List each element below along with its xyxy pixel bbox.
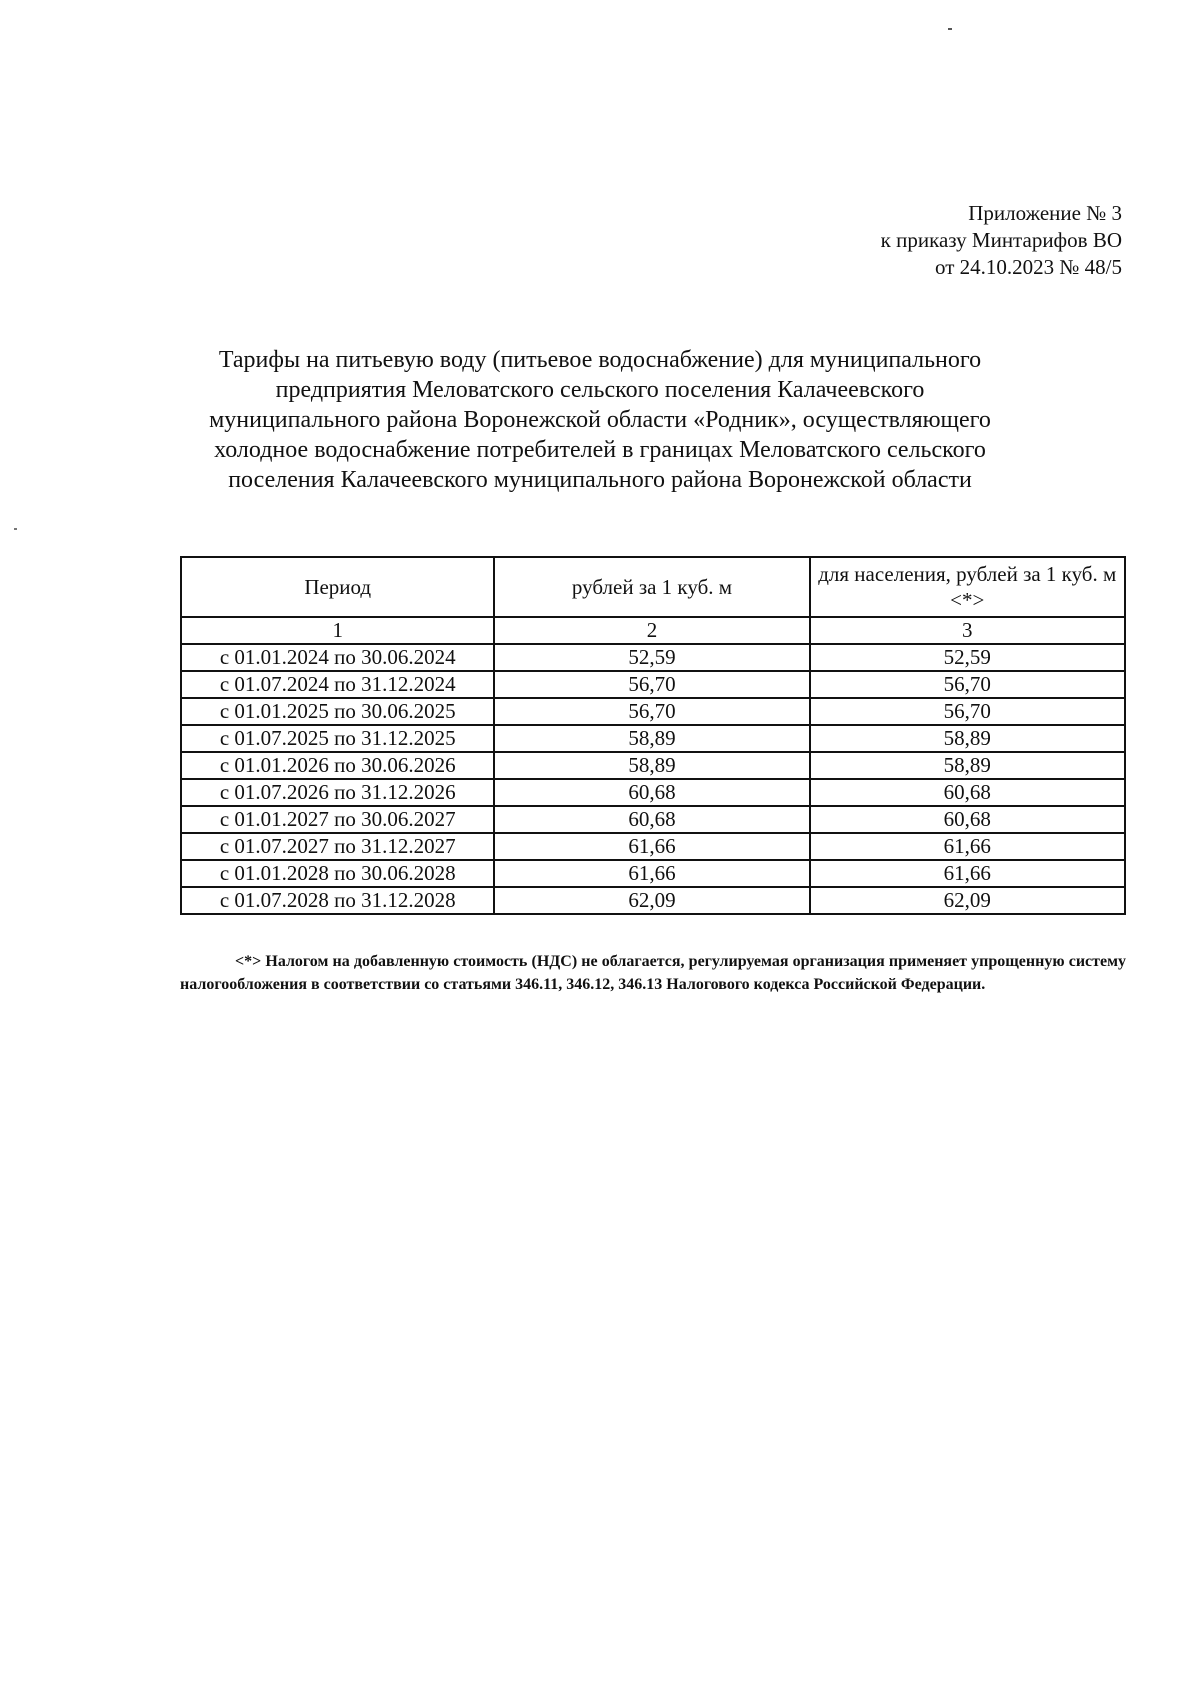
footnote: <*> Налогом на добавленную стоимость (НДС) не облагается, регулируемая организация применяет упрощенную систему налогообложения в соответствии со статьями 346.11, 346.12, 346.13 Налогового кодекса Российской Федерации.	[180, 953, 1126, 993]
rate-cell: 58,89	[494, 752, 809, 779]
header-period: Период	[181, 557, 494, 617]
period-cell: с 01.07.2027 по 31.12.2027	[181, 833, 494, 860]
column-number: 2	[494, 617, 809, 644]
table-row	[181, 752, 1125, 779]
header-rate: рублей за 1 куб. м	[494, 557, 809, 617]
period-cell: с 01.01.2028 по 30.06.2028	[181, 860, 494, 887]
period-cell: с 01.07.2028 по 31.12.2028	[181, 887, 494, 914]
table-row	[181, 671, 1125, 698]
table-row	[181, 860, 1125, 887]
table-row	[181, 644, 1125, 671]
title-line: поселения Калачеевского муниципального района Воронежской области	[228, 467, 972, 493]
table-row	[181, 833, 1125, 860]
appendix-order: к приказу Минтарифов ВО	[880, 228, 1122, 252]
rate-population-cell: 56,70	[810, 671, 1125, 698]
header-rate-population: для населения, рублей за 1 куб. м <*>	[810, 557, 1125, 617]
rate-population-cell: 52,59	[810, 644, 1125, 671]
column-number-row	[181, 617, 1125, 644]
rate-cell: 56,70	[494, 698, 809, 725]
appendix-reference	[622, 200, 1122, 281]
period-cell: с 01.07.2024 по 31.12.2024	[181, 671, 494, 698]
rate-cell: 61,66	[494, 860, 809, 887]
rate-cell: 52,59	[494, 644, 809, 671]
period-cell: с 01.07.2025 по 31.12.2025	[181, 725, 494, 752]
scan-speck	[14, 528, 17, 530]
rate-population-cell: 60,68	[810, 779, 1125, 806]
rate-population-cell: 58,89	[810, 752, 1125, 779]
rate-cell: 61,66	[494, 833, 809, 860]
rate-cell: 56,70	[494, 671, 809, 698]
title-line: муниципального района Воронежской области «Родник», осуществляющего	[209, 407, 991, 433]
appendix-date: от 24.10.2023 № 48/5	[934, 255, 1122, 279]
period-cell: с 01.01.2027 по 30.06.2027	[181, 806, 494, 833]
table-header-row	[181, 557, 1125, 617]
rate-cell: 60,68	[494, 806, 809, 833]
rate-population-cell: 61,66	[810, 833, 1125, 860]
period-cell: с 01.01.2025 по 30.06.2025	[181, 698, 494, 725]
rate-cell: 62,09	[494, 887, 809, 914]
rate-cell: 60,68	[494, 779, 809, 806]
document-title	[150, 345, 1050, 495]
rate-population-cell: 56,70	[810, 698, 1125, 725]
table-row	[181, 887, 1125, 914]
rate-population-cell: 60,68	[810, 806, 1125, 833]
title-line: предприятия Меловатского сельского поселения Калачеевского	[275, 377, 925, 403]
appendix-number: Приложение № 3	[968, 201, 1122, 225]
table-row	[181, 806, 1125, 833]
period-cell: с 01.07.2026 по 31.12.2026	[181, 779, 494, 806]
title-line: холодное водоснабжение потребителей в границах Меловатского сельского	[214, 437, 986, 463]
table-row	[181, 779, 1125, 806]
rate-population-cell: 58,89	[810, 725, 1125, 752]
column-number: 1	[181, 617, 494, 644]
rate-population-cell: 62,09	[810, 887, 1125, 914]
column-number: 3	[810, 617, 1125, 644]
period-cell: с 01.01.2024 по 30.06.2024	[181, 644, 494, 671]
period-cell: с 01.01.2026 по 30.06.2026	[181, 752, 494, 779]
rate-cell: 58,89	[494, 725, 809, 752]
tariffs-table	[180, 556, 1126, 915]
table-row	[181, 725, 1125, 752]
scan-speck	[948, 28, 952, 30]
title-line: Тарифы на питьевую воду (питьевое водоснабжение) для муниципального	[218, 347, 982, 373]
rate-population-cell: 61,66	[810, 860, 1125, 887]
table-row	[181, 698, 1125, 725]
